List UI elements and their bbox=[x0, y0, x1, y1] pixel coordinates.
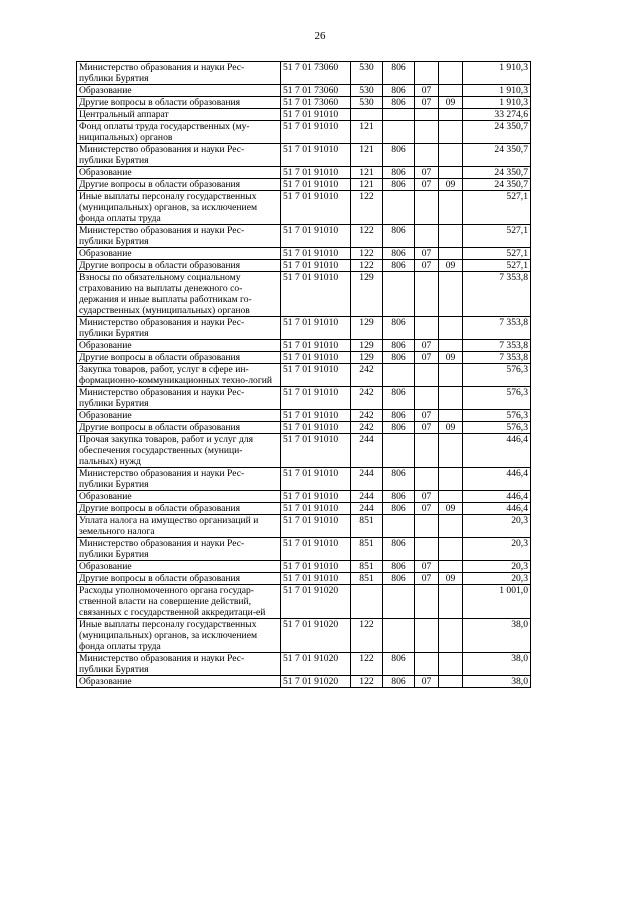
grbs-code-cell: 806 bbox=[383, 387, 415, 410]
subsection-cell: 09 bbox=[439, 260, 463, 272]
grbs-code-cell: 806 bbox=[383, 225, 415, 248]
item-name-cell: Министерство образования и науки Рес-публики Бурятия bbox=[77, 317, 281, 340]
table-row bbox=[77, 538, 531, 561]
expense-type-cell: 122 bbox=[351, 260, 383, 272]
amount-cell: 576,3 bbox=[463, 387, 531, 410]
target-article-cell: 51 7 01 73060 bbox=[281, 85, 351, 97]
subsection-cell bbox=[439, 248, 463, 260]
section-cell bbox=[415, 109, 439, 121]
target-article-cell: 51 7 01 91010 bbox=[281, 260, 351, 272]
amount-cell: 24 350,7 bbox=[463, 144, 531, 167]
target-article-cell: 51 7 01 91010 bbox=[281, 468, 351, 491]
subsection-cell bbox=[439, 167, 463, 179]
item-name-cell: Образование bbox=[77, 561, 281, 573]
amount-cell: 576,3 bbox=[463, 422, 531, 434]
expense-type-cell: 122 bbox=[351, 191, 383, 225]
item-name-cell: Иные выплаты персоналу государственных (муниципальных) органов, за исключением фонда оплаты труда bbox=[77, 191, 281, 225]
table-row bbox=[77, 468, 531, 491]
target-article-cell: 51 7 01 91010 bbox=[281, 491, 351, 503]
item-name-cell: Другие вопросы в области образования bbox=[77, 97, 281, 109]
amount-cell: 527,1 bbox=[463, 248, 531, 260]
grbs-code-cell: 806 bbox=[383, 179, 415, 191]
subsection-cell: 09 bbox=[439, 97, 463, 109]
item-name-cell: Другие вопросы в области образования bbox=[77, 573, 281, 585]
table-row bbox=[77, 179, 531, 191]
item-name-cell: Образование bbox=[77, 85, 281, 97]
amount-cell: 38,0 bbox=[463, 653, 531, 676]
table-row bbox=[77, 191, 531, 225]
subsection-cell: 09 bbox=[439, 179, 463, 191]
section-cell: 07 bbox=[415, 260, 439, 272]
amount-cell: 20,3 bbox=[463, 515, 531, 538]
target-article-cell: 51 7 01 73060 bbox=[281, 62, 351, 85]
subsection-cell bbox=[439, 109, 463, 121]
table-row bbox=[77, 167, 531, 179]
grbs-code-cell bbox=[383, 585, 415, 619]
subsection-cell bbox=[439, 144, 463, 167]
target-article-cell: 51 7 01 91010 bbox=[281, 352, 351, 364]
table-row bbox=[77, 340, 531, 352]
section-cell bbox=[415, 619, 439, 653]
section-cell bbox=[415, 272, 439, 317]
section-cell: 07 bbox=[415, 422, 439, 434]
item-name-cell: Фонд оплаты труда государственных (му-ниципальных) органов bbox=[77, 121, 281, 144]
item-name-cell: Министерство образования и науки Рес-публики Бурятия bbox=[77, 468, 281, 491]
table-row bbox=[77, 317, 531, 340]
subsection-cell bbox=[439, 653, 463, 676]
grbs-code-cell: 806 bbox=[383, 468, 415, 491]
section-cell: 07 bbox=[415, 561, 439, 573]
target-article-cell: 51 7 01 91010 bbox=[281, 317, 351, 340]
table-row bbox=[77, 260, 531, 272]
subsection-cell bbox=[439, 468, 463, 491]
subsection-cell bbox=[439, 434, 463, 468]
expense-type-cell: 121 bbox=[351, 167, 383, 179]
amount-cell: 24 350,7 bbox=[463, 121, 531, 144]
table-row bbox=[77, 434, 531, 468]
expense-type-cell: 129 bbox=[351, 272, 383, 317]
expense-type-cell bbox=[351, 585, 383, 619]
budget-table bbox=[76, 61, 531, 688]
table-row bbox=[77, 225, 531, 248]
target-article-cell: 51 7 01 91010 bbox=[281, 167, 351, 179]
target-article-cell: 51 7 01 91020 bbox=[281, 619, 351, 653]
subsection-cell bbox=[439, 317, 463, 340]
grbs-code-cell bbox=[383, 434, 415, 468]
expense-type-cell: 122 bbox=[351, 248, 383, 260]
amount-cell: 576,3 bbox=[463, 364, 531, 387]
expense-type-cell: 129 bbox=[351, 352, 383, 364]
budget-table-body bbox=[77, 62, 531, 688]
amount-cell: 446,4 bbox=[463, 468, 531, 491]
section-cell bbox=[415, 225, 439, 248]
item-name-cell: Образование bbox=[77, 167, 281, 179]
page-number: 26 bbox=[314, 30, 326, 42]
table-row bbox=[77, 62, 531, 85]
amount-cell: 1 910,3 bbox=[463, 97, 531, 109]
section-cell bbox=[415, 364, 439, 387]
subsection-cell bbox=[439, 676, 463, 688]
item-name-cell: Взносы по обязательному социальному страхованию на выплаты денежного со-держания и иные выплаты работникам го-сударственных (муниципальных) органов bbox=[77, 272, 281, 317]
grbs-code-cell bbox=[383, 515, 415, 538]
subsection-cell: 09 bbox=[439, 422, 463, 434]
amount-cell: 527,1 bbox=[463, 225, 531, 248]
section-cell: 07 bbox=[415, 167, 439, 179]
target-article-cell: 51 7 01 91010 bbox=[281, 515, 351, 538]
subsection-cell bbox=[439, 561, 463, 573]
subsection-cell bbox=[439, 538, 463, 561]
expense-type-cell: 121 bbox=[351, 121, 383, 144]
grbs-code-cell: 806 bbox=[383, 653, 415, 676]
amount-cell: 38,0 bbox=[463, 619, 531, 653]
grbs-code-cell: 806 bbox=[383, 85, 415, 97]
table-row bbox=[77, 653, 531, 676]
target-article-cell: 51 7 01 91010 bbox=[281, 561, 351, 573]
table-row bbox=[77, 619, 531, 653]
amount-cell: 1 910,3 bbox=[463, 62, 531, 85]
grbs-code-cell bbox=[383, 619, 415, 653]
target-article-cell: 51 7 01 91010 bbox=[281, 573, 351, 585]
table-row bbox=[77, 109, 531, 121]
amount-cell: 7 353,8 bbox=[463, 317, 531, 340]
expense-type-cell: 122 bbox=[351, 653, 383, 676]
target-article-cell: 51 7 01 91010 bbox=[281, 179, 351, 191]
grbs-code-cell bbox=[383, 272, 415, 317]
amount-cell: 38,0 bbox=[463, 676, 531, 688]
expense-type-cell: 121 bbox=[351, 144, 383, 167]
grbs-code-cell: 806 bbox=[383, 410, 415, 422]
target-article-cell: 51 7 01 91010 bbox=[281, 191, 351, 225]
item-name-cell: Министерство образования и науки Рес-публики Бурятия bbox=[77, 653, 281, 676]
item-name-cell: Закупка товаров, работ, услуг в сфере ин-формационно-коммуникационных техно-логий bbox=[77, 364, 281, 387]
amount-cell: 446,4 bbox=[463, 503, 531, 515]
item-name-cell: Министерство образования и науки Рес-публики Бурятия bbox=[77, 387, 281, 410]
item-name-cell: Другие вопросы в области образования bbox=[77, 422, 281, 434]
table-row bbox=[77, 97, 531, 109]
expense-type-cell: 530 bbox=[351, 85, 383, 97]
item-name-cell: Центральный аппарат bbox=[77, 109, 281, 121]
amount-cell: 24 350,7 bbox=[463, 167, 531, 179]
target-article-cell: 51 7 01 91010 bbox=[281, 109, 351, 121]
amount-cell: 576,3 bbox=[463, 410, 531, 422]
expense-type-cell: 242 bbox=[351, 364, 383, 387]
expense-type-cell: 121 bbox=[351, 179, 383, 191]
target-article-cell: 51 7 01 91010 bbox=[281, 387, 351, 410]
grbs-code-cell: 806 bbox=[383, 62, 415, 85]
grbs-code-cell: 806 bbox=[383, 561, 415, 573]
target-article-cell: 51 7 01 91010 bbox=[281, 538, 351, 561]
item-name-cell: Образование bbox=[77, 340, 281, 352]
grbs-code-cell bbox=[383, 121, 415, 144]
expense-type-cell: 244 bbox=[351, 491, 383, 503]
target-article-cell: 51 7 01 73060 bbox=[281, 97, 351, 109]
grbs-code-cell bbox=[383, 109, 415, 121]
table-row bbox=[77, 491, 531, 503]
target-article-cell: 51 7 01 91010 bbox=[281, 144, 351, 167]
section-cell bbox=[415, 468, 439, 491]
item-name-cell: Уплата налога на имущество организаций и земельного налога bbox=[77, 515, 281, 538]
section-cell: 07 bbox=[415, 340, 439, 352]
amount-cell: 24 350,7 bbox=[463, 179, 531, 191]
table-row bbox=[77, 248, 531, 260]
subsection-cell bbox=[439, 585, 463, 619]
section-cell bbox=[415, 515, 439, 538]
section-cell: 07 bbox=[415, 410, 439, 422]
grbs-code-cell: 806 bbox=[383, 144, 415, 167]
subsection-cell bbox=[439, 62, 463, 85]
amount-cell: 20,3 bbox=[463, 538, 531, 561]
target-article-cell: 51 7 01 91020 bbox=[281, 676, 351, 688]
item-name-cell: Иные выплаты персоналу государственных (муниципальных) органов, за исключением фонда оплаты труда bbox=[77, 619, 281, 653]
subsection-cell bbox=[439, 340, 463, 352]
amount-cell: 527,1 bbox=[463, 260, 531, 272]
subsection-cell bbox=[439, 387, 463, 410]
subsection-cell bbox=[439, 191, 463, 225]
item-name-cell: Другие вопросы в области образования bbox=[77, 260, 281, 272]
subsection-cell bbox=[439, 619, 463, 653]
section-cell bbox=[415, 191, 439, 225]
section-cell bbox=[415, 62, 439, 85]
subsection-cell bbox=[439, 515, 463, 538]
subsection-cell: 09 bbox=[439, 352, 463, 364]
target-article-cell: 51 7 01 91010 bbox=[281, 121, 351, 144]
item-name-cell: Министерство образования и науки Рес-публики Бурятия bbox=[77, 62, 281, 85]
expense-type-cell: 122 bbox=[351, 225, 383, 248]
amount-cell: 1 910,3 bbox=[463, 85, 531, 97]
item-name-cell: Другие вопросы в области образования bbox=[77, 503, 281, 515]
item-name-cell: Расходы уполномоченного органа государ-ственной власти на совершение действий, связанных с государственной аккредитаци-ей bbox=[77, 585, 281, 619]
subsection-cell bbox=[439, 85, 463, 97]
amount-cell: 446,4 bbox=[463, 491, 531, 503]
target-article-cell: 51 7 01 91010 bbox=[281, 364, 351, 387]
table-row bbox=[77, 515, 531, 538]
expense-type-cell: 244 bbox=[351, 503, 383, 515]
item-name-cell: Министерство образования и науки Рес-публики Бурятия bbox=[77, 144, 281, 167]
expense-type-cell: 242 bbox=[351, 422, 383, 434]
expense-type-cell: 244 bbox=[351, 468, 383, 491]
expense-type-cell bbox=[351, 109, 383, 121]
expense-type-cell: 122 bbox=[351, 676, 383, 688]
subsection-cell bbox=[439, 121, 463, 144]
section-cell: 07 bbox=[415, 676, 439, 688]
section-cell bbox=[415, 434, 439, 468]
section-cell: 07 bbox=[415, 352, 439, 364]
table-row bbox=[77, 585, 531, 619]
subsection-cell: 09 bbox=[439, 573, 463, 585]
table-row bbox=[77, 121, 531, 144]
subsection-cell bbox=[439, 364, 463, 387]
grbs-code-cell: 806 bbox=[383, 248, 415, 260]
item-name-cell: Образование bbox=[77, 676, 281, 688]
section-cell bbox=[415, 653, 439, 676]
section-cell bbox=[415, 585, 439, 619]
table-row bbox=[77, 561, 531, 573]
amount-cell: 1 001,0 bbox=[463, 585, 531, 619]
amount-cell: 7 353,8 bbox=[463, 340, 531, 352]
subsection-cell bbox=[439, 491, 463, 503]
item-name-cell: Министерство образования и науки Рес-публики Бурятия bbox=[77, 538, 281, 561]
grbs-code-cell: 806 bbox=[383, 352, 415, 364]
expense-type-cell: 244 bbox=[351, 434, 383, 468]
amount-cell: 7 353,8 bbox=[463, 272, 531, 317]
expense-type-cell: 129 bbox=[351, 317, 383, 340]
table-row bbox=[77, 144, 531, 167]
expense-type-cell: 242 bbox=[351, 387, 383, 410]
target-article-cell: 51 7 01 91010 bbox=[281, 503, 351, 515]
grbs-code-cell: 806 bbox=[383, 676, 415, 688]
grbs-code-cell: 806 bbox=[383, 340, 415, 352]
grbs-code-cell: 806 bbox=[383, 422, 415, 434]
item-name-cell: Прочая закупка товаров, работ и услуг для обеспечения государственных (муници-пальных) нужд bbox=[77, 434, 281, 468]
grbs-code-cell: 806 bbox=[383, 538, 415, 561]
section-cell bbox=[415, 121, 439, 144]
table-row bbox=[77, 85, 531, 97]
table-row bbox=[77, 503, 531, 515]
expense-type-cell: 851 bbox=[351, 538, 383, 561]
table-row bbox=[77, 422, 531, 434]
amount-cell: 33 274,6 bbox=[463, 109, 531, 121]
grbs-code-cell: 806 bbox=[383, 317, 415, 340]
target-article-cell: 51 7 01 91010 bbox=[281, 248, 351, 260]
amount-cell: 527,1 bbox=[463, 191, 531, 225]
item-name-cell: Министерство образования и науки Рес-публики Бурятия bbox=[77, 225, 281, 248]
grbs-code-cell: 806 bbox=[383, 573, 415, 585]
expense-type-cell: 851 bbox=[351, 561, 383, 573]
expense-type-cell: 851 bbox=[351, 573, 383, 585]
target-article-cell: 51 7 01 91020 bbox=[281, 585, 351, 619]
section-cell: 07 bbox=[415, 179, 439, 191]
table-row bbox=[77, 573, 531, 585]
grbs-code-cell: 806 bbox=[383, 260, 415, 272]
table-row bbox=[77, 352, 531, 364]
expense-type-cell: 530 bbox=[351, 97, 383, 109]
subsection-cell bbox=[439, 225, 463, 248]
subsection-cell bbox=[439, 410, 463, 422]
section-cell bbox=[415, 538, 439, 561]
table-row bbox=[77, 272, 531, 317]
item-name-cell: Образование bbox=[77, 248, 281, 260]
amount-cell: 7 353,8 bbox=[463, 352, 531, 364]
target-article-cell: 51 7 01 91010 bbox=[281, 410, 351, 422]
item-name-cell: Образование bbox=[77, 491, 281, 503]
expense-type-cell: 530 bbox=[351, 62, 383, 85]
subsection-cell bbox=[439, 272, 463, 317]
grbs-code-cell: 806 bbox=[383, 167, 415, 179]
grbs-code-cell: 806 bbox=[383, 97, 415, 109]
target-article-cell: 51 7 01 91010 bbox=[281, 272, 351, 317]
grbs-code-cell bbox=[383, 364, 415, 387]
section-cell bbox=[415, 387, 439, 410]
item-name-cell: Образование bbox=[77, 410, 281, 422]
amount-cell: 20,3 bbox=[463, 561, 531, 573]
grbs-code-cell: 806 bbox=[383, 503, 415, 515]
item-name-cell: Другие вопросы в области образования bbox=[77, 352, 281, 364]
grbs-code-cell: 806 bbox=[383, 491, 415, 503]
amount-cell: 20,3 bbox=[463, 573, 531, 585]
target-article-cell: 51 7 01 91010 bbox=[281, 225, 351, 248]
expense-type-cell: 242 bbox=[351, 410, 383, 422]
section-cell bbox=[415, 144, 439, 167]
table-row bbox=[77, 676, 531, 688]
table-row bbox=[77, 387, 531, 410]
grbs-code-cell bbox=[383, 191, 415, 225]
item-name-cell: Другие вопросы в области образования bbox=[77, 179, 281, 191]
section-cell bbox=[415, 317, 439, 340]
target-article-cell: 51 7 01 91010 bbox=[281, 422, 351, 434]
table-row bbox=[77, 364, 531, 387]
subsection-cell: 09 bbox=[439, 503, 463, 515]
target-article-cell: 51 7 01 91020 bbox=[281, 653, 351, 676]
expense-type-cell: 851 bbox=[351, 515, 383, 538]
expense-type-cell: 129 bbox=[351, 340, 383, 352]
expense-type-cell: 122 bbox=[351, 619, 383, 653]
amount-cell: 446,4 bbox=[463, 434, 531, 468]
section-cell: 07 bbox=[415, 248, 439, 260]
section-cell: 07 bbox=[415, 97, 439, 109]
target-article-cell: 51 7 01 91010 bbox=[281, 434, 351, 468]
section-cell: 07 bbox=[415, 503, 439, 515]
target-article-cell: 51 7 01 91010 bbox=[281, 340, 351, 352]
section-cell: 07 bbox=[415, 491, 439, 503]
section-cell: 07 bbox=[415, 85, 439, 97]
table-row bbox=[77, 410, 531, 422]
section-cell: 07 bbox=[415, 573, 439, 585]
